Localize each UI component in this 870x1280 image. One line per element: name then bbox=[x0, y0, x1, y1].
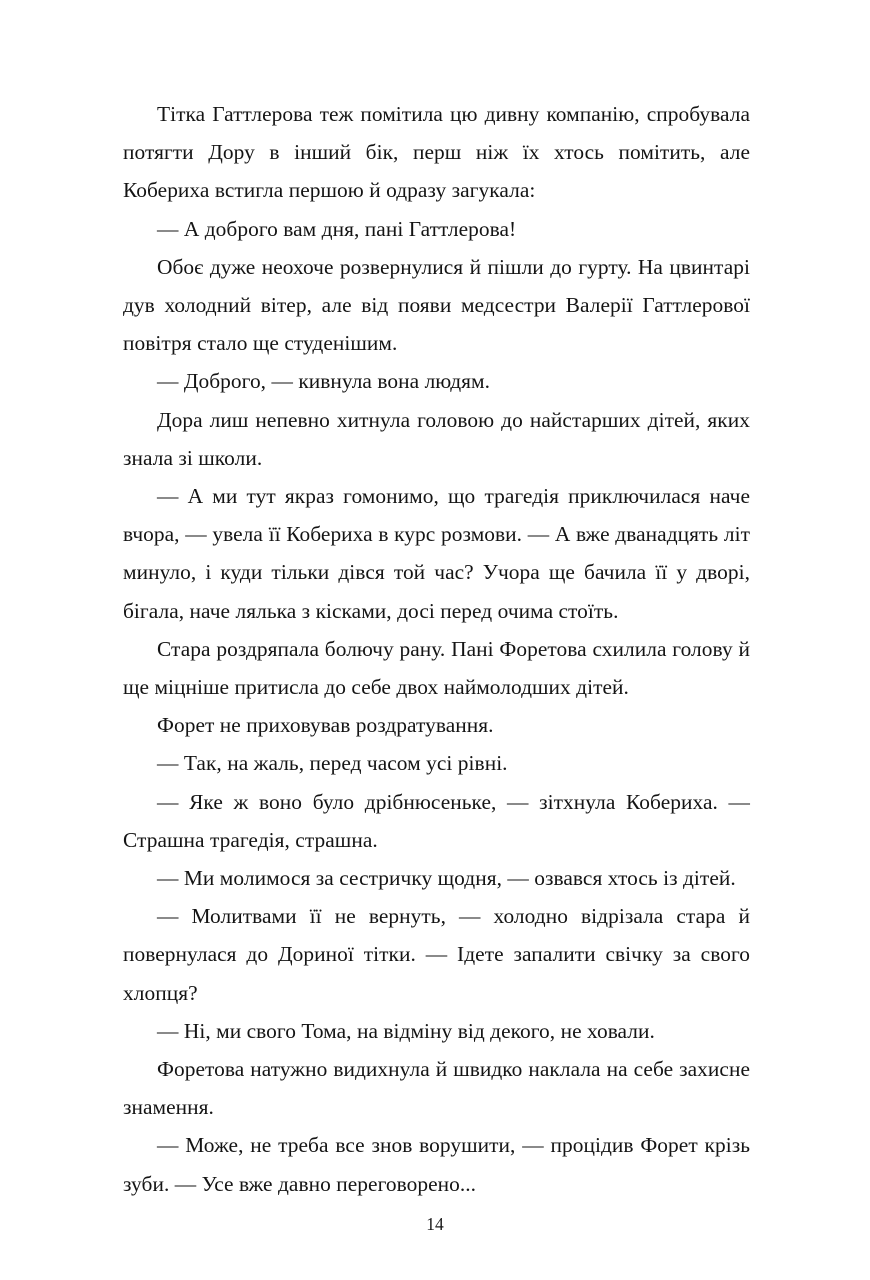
paragraph: Обоє дуже неохоче розвернулися й пішли до гурту. На цвинтарі дув холодний вітер, але від появи медсестри Валерії Гаттлерової повітря стало ще студенішим. bbox=[123, 254, 750, 356]
paragraph: Форет не приховував роздратування. bbox=[157, 713, 494, 738]
paragraph: — Ні, ми свого Тома, на відміну від декого, не ховали. bbox=[157, 1018, 655, 1043]
paragraph: Стара роздряпала болючу рану. Пані Форетова схилила голову й ще міцніше притисла до себе двох наймолодших дітей. bbox=[123, 636, 750, 700]
paragraph: — Може, не треба все знов ворушити, — процідив Форет крізь зуби. — Усе вже давно переговорено... bbox=[123, 1133, 750, 1196]
paragraph: — Ми молимося за сестричку щодня, — озвався хтось із дітей. bbox=[157, 866, 736, 891]
paragraph: Форетова натужно видихнула й швидко наклала на себе захисне знамення. bbox=[123, 1057, 750, 1120]
paragraph: — Молитвами її не вернуть, — холодно відрізала стара й повернулася до Дориної тітки. — Ідете запалити свічку за свого хлопця? bbox=[123, 904, 750, 1005]
page-number: 14 bbox=[426, 1214, 444, 1234]
paragraph: — Доброго, — кивнула вона людям. bbox=[157, 369, 491, 394]
paragraph: Дора лиш непевно хитнула головою до найстарших дітей, яких знала зі школи. bbox=[123, 407, 750, 470]
page-body-text bbox=[123, 95, 750, 1203]
paragraph: — А доброго вам дня, пані Гаттлерова! bbox=[157, 216, 517, 241]
paragraph: — А ми тут якраз гомонимо, що трагедія приключилася наче вчора, — увела її Кобериха в курс розмови. — А вже дванадцять літ минуло, і куди тільки дівся той час? Учора ще бачила її у дворі, бігала, наче лялька з кісками, досі перед очима стоїть. bbox=[123, 484, 750, 623]
paragraph: — Так, на жаль, перед часом усі рівні. bbox=[157, 751, 508, 776]
paragraph: — Яке ж воно було дрібнюсеньке, — зітхнула Кобериха. — Страшна трагедія, страшна. bbox=[123, 789, 750, 852]
paragraph: Тітка Гаттлерова теж помітила цю дивну компанію, спробувала потягти Дору в інший бік, перш ніж їх хтось помітить, але Кобериха встигла першою й одразу загукала: bbox=[123, 102, 750, 203]
